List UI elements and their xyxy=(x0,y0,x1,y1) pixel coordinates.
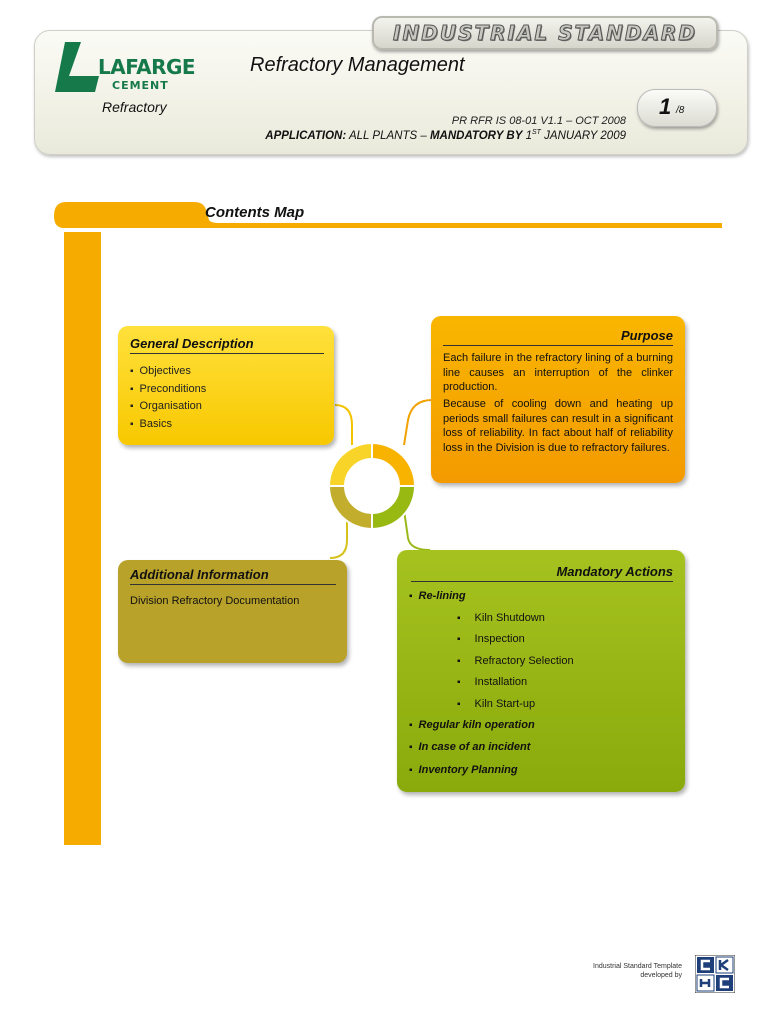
purpose-paragraph-2: Because of cooling down and heating up periods small failures can result in a significant loss of reliability. In fact about half of reliability loss in the Division is due to refractory failures. xyxy=(443,398,673,454)
relining-sub-item: ▪ Inspection xyxy=(457,633,525,645)
mandatory-day: 1 xyxy=(525,129,533,142)
additional-information-heading: Additional Information xyxy=(130,567,336,585)
contents-map-title: Contents Map xyxy=(205,204,305,221)
general-item: ▪ Objectives xyxy=(130,363,206,381)
relining-sub-item: ▪ Kiln Shutdown xyxy=(457,612,545,624)
banner-text: INDUSTRIAL STANDARD xyxy=(393,21,697,45)
relining-sub-item: ▪ Refractory Selection xyxy=(457,655,574,667)
purpose-heading: Purpose xyxy=(443,328,673,346)
mandatory-rest: JANUARY 2009 xyxy=(544,129,626,142)
contents-side-bar xyxy=(64,232,101,845)
general-item: ▪ Organisation xyxy=(130,398,206,416)
logo-sub: CEMENT xyxy=(112,79,169,92)
inventory-item: ▪ Inventory Planning xyxy=(409,764,518,776)
mandatory-actions-heading: Mandatory Actions xyxy=(411,564,673,582)
page-total: /8 xyxy=(676,105,685,116)
purpose-box xyxy=(431,316,685,483)
footer-text xyxy=(593,962,682,980)
additional-information-text: Division Refractory Documentation xyxy=(130,595,300,607)
relining-item: ▪ Re-lining xyxy=(409,590,466,602)
contents-top-bar xyxy=(54,202,724,228)
regular-operation-item: ▪ Regular kiln operation xyxy=(409,719,535,731)
mandatory-actions-box xyxy=(397,550,685,792)
industrial-standard-banner xyxy=(372,16,718,50)
application-label: APPLICATION: xyxy=(265,129,347,142)
relining-sub-item: ▪ Kiln Start-up xyxy=(457,698,535,710)
lafarge-logo-icon xyxy=(55,42,103,92)
footer-line-1: Industrial Standard Template xyxy=(593,963,682,970)
mandatory-sup: ST xyxy=(532,129,541,136)
additional-information-box xyxy=(118,560,347,663)
page-current: 1 xyxy=(659,94,672,119)
logo-word: LAFARGE xyxy=(98,55,196,79)
mandatory-label: MANDATORY BY xyxy=(429,129,523,142)
general-description-box xyxy=(118,326,334,445)
incident-item: ▪ In case of an incident xyxy=(409,741,530,753)
general-description-heading: General Description xyxy=(130,336,324,354)
general-item: ▪ Basics xyxy=(130,416,206,434)
application-line xyxy=(265,129,626,142)
general-item: ▪ Preconditions xyxy=(130,381,206,399)
department-label: Refractory xyxy=(102,99,167,115)
document-title: Refractory Management xyxy=(250,54,465,76)
document-reference: PR RFR IS 08-01 V1.1 – OCT 2008 xyxy=(451,115,626,127)
developer-logo-icon xyxy=(695,955,735,993)
application-text: ALL PLANTS – xyxy=(348,129,427,142)
relining-sub-item: ▪ Installation xyxy=(457,676,527,688)
purpose-paragraph-1: Each failure in the refractory lining of a burning line causes an interruption of the clinker production. xyxy=(443,352,673,393)
footer-line-2: developed by xyxy=(640,972,682,979)
